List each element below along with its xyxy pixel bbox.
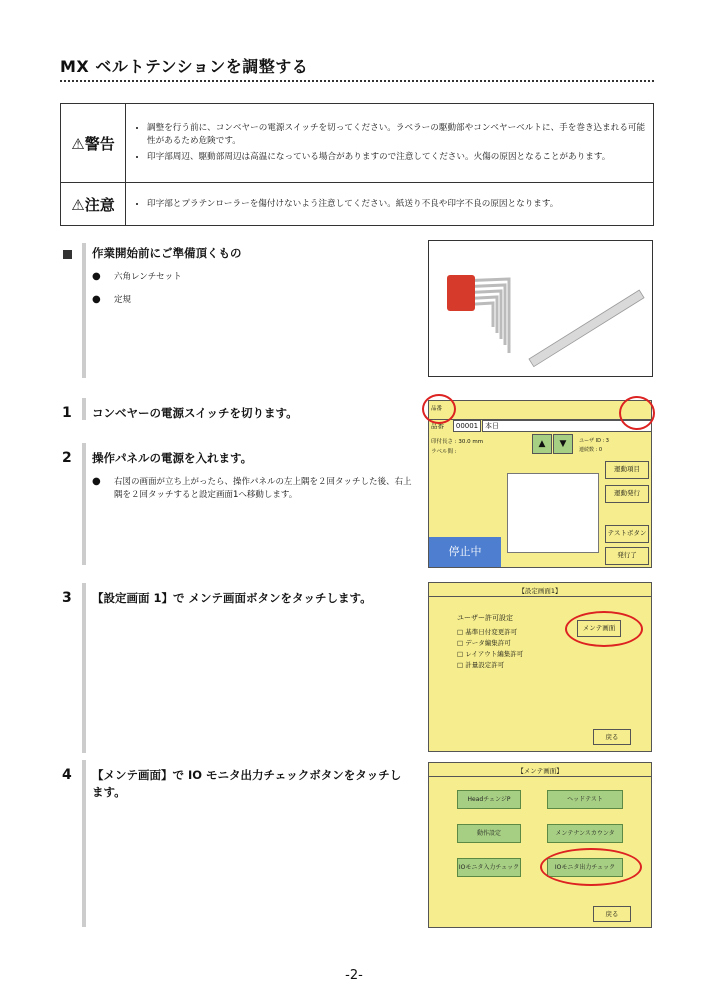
product-name[interactable]: 本日 (482, 420, 652, 432)
mente-screen (428, 762, 652, 928)
step-number: 2 (62, 450, 72, 466)
warning-table (60, 103, 654, 226)
motion-issue-button[interactable]: 運動発行 (605, 485, 649, 503)
step-number: 1 (62, 405, 72, 421)
io-input-check-button[interactable]: IOモニタ入力チェック (457, 858, 521, 877)
prep-item: ● 定規 (92, 294, 132, 305)
user-id: ユーザ ID : 3 (579, 438, 609, 444)
permission-section: ユーザー許可設定 (457, 614, 513, 622)
caution-item: • 印字部とプラテンローラーを傷付けないよう注意してください。紙送り不良や印字不良の原因となります。 (147, 198, 652, 211)
step-text-continued: ます。 (92, 785, 126, 799)
print-length: 印付長さ : 30.0 mm (431, 439, 484, 445)
operation-settings-button[interactable]: 動作設定 (457, 824, 521, 843)
step-note: ● 右図の画面が立ち上がったら、操作パネルの左上隅を２回タッチした後、右上隅を２回タッチすると設定画面1へ移動します。 (92, 476, 412, 500)
step-bar (82, 443, 86, 565)
step-text: 【メンテ画面】で IO モニタ出力チェックボタンをタッチし (92, 768, 402, 782)
head-change-button[interactable]: HeadチェンジP (457, 790, 521, 809)
step-text: 【設定画面 1】で メンテ画面ボタンをタッチします。 (92, 591, 372, 605)
product-code[interactable]: 00001 (453, 420, 481, 432)
back-button[interactable]: 戻る (593, 906, 631, 922)
touch-circle (422, 394, 456, 424)
maintenance-counter-button[interactable]: メンテナンスカウンタ (547, 824, 623, 843)
warning-label: ⚠警告 (61, 104, 126, 183)
head-test-button[interactable]: ヘッドテスト (547, 790, 623, 809)
caution-label: ⚠注意 (61, 183, 126, 226)
touch-circle (565, 611, 643, 647)
settings-screen (428, 582, 652, 752)
step-text: 操作パネルの電源を入れます。 (92, 451, 253, 465)
title-divider (60, 80, 654, 82)
test-button[interactable]: テストボタン (605, 525, 649, 543)
label-gap: ラベル間 : (431, 449, 457, 455)
prep-heading: 作業開始前にご準備頂くもの (92, 246, 242, 260)
step-text: コンベヤーの電源スイッチを切ります。 (92, 406, 298, 420)
status-indicator: 停止中 (429, 537, 501, 567)
product-label: 品番 (431, 422, 444, 430)
screen-title: 【設定画面1】 (518, 587, 562, 595)
up-arrow-button[interactable]: ▲ (532, 434, 552, 454)
page-number: -2- (345, 968, 363, 983)
warning-item: • 調整を行う前に、コンベヤーの電源スイッチを切ってください。ラベラーの駆動部やコンベヤーベルトに、手を巻き込まれる可能性があるため危険です。 (147, 122, 652, 148)
back-button[interactable]: 戻る (593, 729, 631, 745)
touch-circle (540, 848, 642, 886)
down-arrow-button[interactable]: ▼ (553, 434, 573, 454)
screen-corner-label: 品番 (431, 406, 443, 412)
label-preview (507, 473, 599, 553)
tools-image (428, 240, 653, 377)
step-number: 3 (62, 590, 72, 606)
motion-item-button[interactable]: 運動項目 (605, 461, 649, 479)
section-marker (63, 250, 72, 259)
step-number: 4 (62, 767, 72, 783)
section-bar (82, 243, 86, 378)
page-title: MX ベルトテンションを調整する (60, 57, 309, 76)
mente-screen-button[interactable]: メンテ画面 (577, 620, 621, 637)
checkbox-item[interactable]: □ 計量設定許可 (457, 661, 505, 669)
screen-title: 【メンテ画面】 (517, 767, 563, 775)
prep-item: ● 六角レンチセット (92, 271, 182, 282)
step-bar (82, 583, 86, 753)
step-bar (82, 398, 86, 420)
caution-content (126, 183, 654, 226)
step-bar (82, 760, 86, 927)
warning-content (126, 104, 654, 183)
issue-end-button[interactable]: 発行了 (605, 547, 649, 565)
io-output-check-button[interactable]: IOモニタ出力チェック (547, 858, 623, 877)
touch-circle (619, 396, 655, 430)
checkbox-item[interactable]: □ 基準日付変更許可 (457, 628, 518, 636)
checkbox-item[interactable]: □ レイアウト編集許可 (457, 650, 524, 658)
continuous-count: 連続数 : 0 (579, 447, 603, 453)
warning-item: • 印字部周辺、駆動部周辺は高温になっている場合がありますので注意してください。火傷の原因となることがあります。 (147, 151, 652, 164)
main-screen (428, 400, 652, 568)
checkbox-item[interactable]: □ データ編集許可 (457, 639, 511, 647)
hex-key-ruler-illustration (429, 241, 652, 376)
